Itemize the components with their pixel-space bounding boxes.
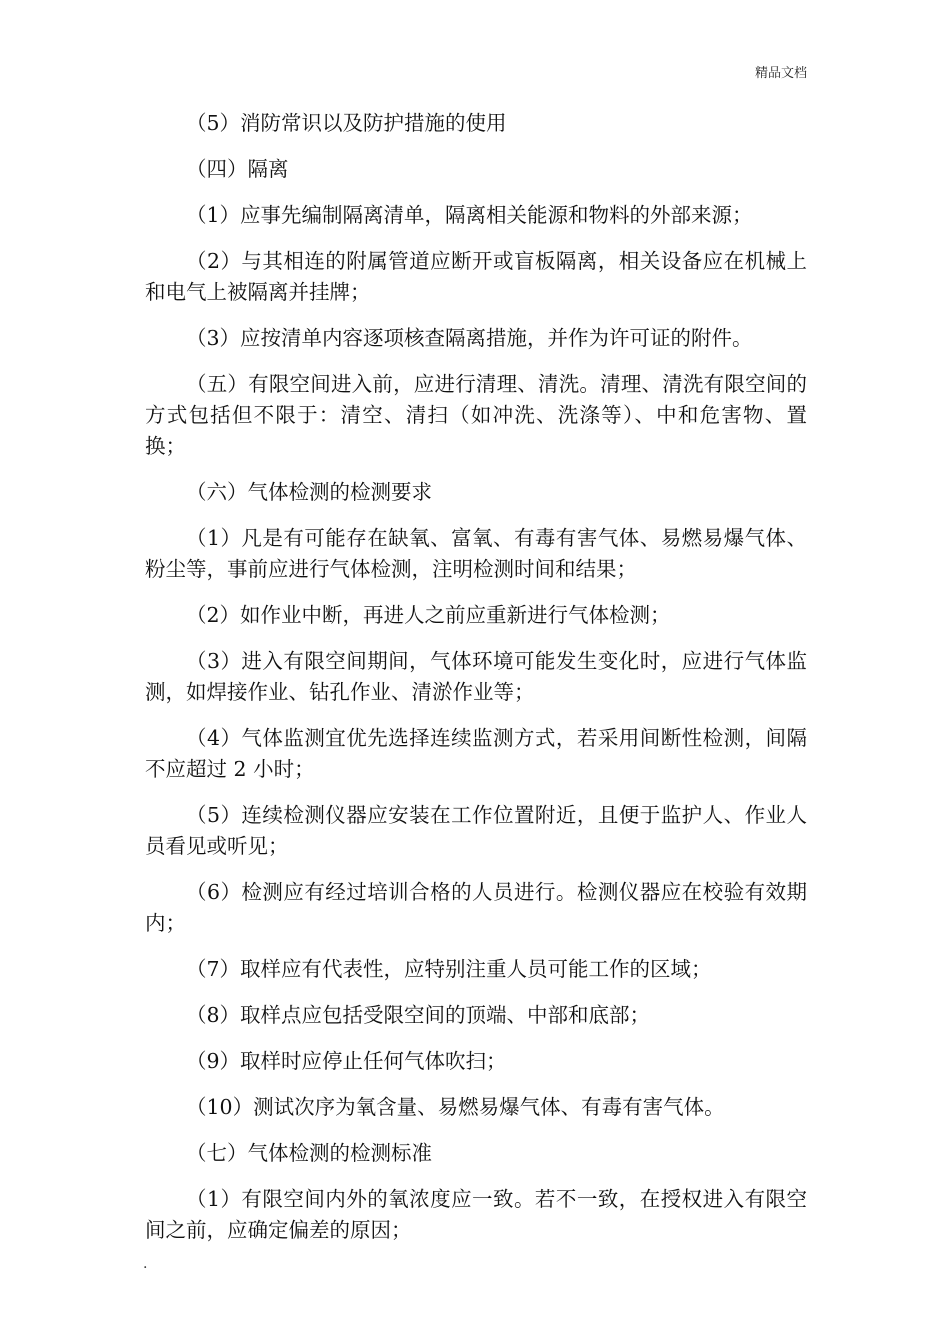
paragraph-16: （9）取样时应停止任何气体吹扫； bbox=[186, 1049, 507, 1073]
paragraph-10: （3）进入有限空间期间，气体环境可能发生变化时，应进行气体监测，如焊接作业、钻孔作业、清淤作业等； bbox=[145, 649, 807, 704]
paragraph-4: （2）与其相连的附属管道应断开或盲板隔离，相关设备应在机械上和电气上被隔离并挂牌； bbox=[145, 249, 807, 304]
paragraph-17: （10）测试次序为氧含量、易燃易爆气体、有毒有害气体。 bbox=[186, 1095, 725, 1119]
document-body bbox=[145, 108, 807, 1261]
paragraph-13: （6）检测应有经过培训合格的人员进行。检测仪器应在校验有效期内； bbox=[145, 880, 807, 935]
paragraph-12: （5）连续检测仪器应安装在工作位置附近，且便于监护人、作业人员看见或听见； bbox=[145, 803, 807, 858]
paragraph-8: （1）凡是有可能存在缺氧、富氧、有毒有害气体、易燃易爆气体、粉尘等，事前应进行气体检测，注明检测时间和结果； bbox=[145, 526, 807, 581]
paragraph-11: （4）气体监测宜优先选择连续监测方式，若采用间断性检测，间隔不应超过 2 小时； bbox=[145, 726, 807, 781]
paragraph-14: （7）取样应有代表性，应特别注重人员可能工作的区域； bbox=[186, 957, 712, 981]
paragraph-1: （5）消防常识以及防护措施的使用 bbox=[186, 111, 507, 135]
paragraph-15: （8）取样点应包括受限空间的顶端、中部和底部； bbox=[186, 1003, 651, 1027]
header-watermark-text: 精品文档 bbox=[754, 66, 807, 81]
paragraph-18: （七）气体检测的检测标准 bbox=[186, 1141, 432, 1165]
paragraph-3: （1）应事先编制隔离清单，隔离相关能源和物料的外部来源； bbox=[186, 203, 753, 227]
paragraph-19: （1）有限空间内外的氧浓度应一致。若不一致，在授权进入有限空间之前，应确定偏差的原因； bbox=[145, 1187, 807, 1242]
paragraph-9: （2）如作业中断，再进人之前应重新进行气体检测； bbox=[186, 603, 671, 627]
footer-mark: . bbox=[143, 1256, 148, 1272]
paragraph-5: （3）应按清单内容逐项核查隔离措施，并作为许可证的附件。 bbox=[186, 326, 753, 350]
paragraph-2: （四）隔离 bbox=[186, 157, 289, 181]
paragraph-6: （五）有限空间进入前，应进行清理、清洗。清理、清洗有限空间的方式包括但不限于：清空、清扫（如冲洗、洗涤等）、中和危害物、置换； bbox=[145, 372, 807, 458]
paragraph-7: （六）气体检测的检测要求 bbox=[186, 480, 432, 504]
